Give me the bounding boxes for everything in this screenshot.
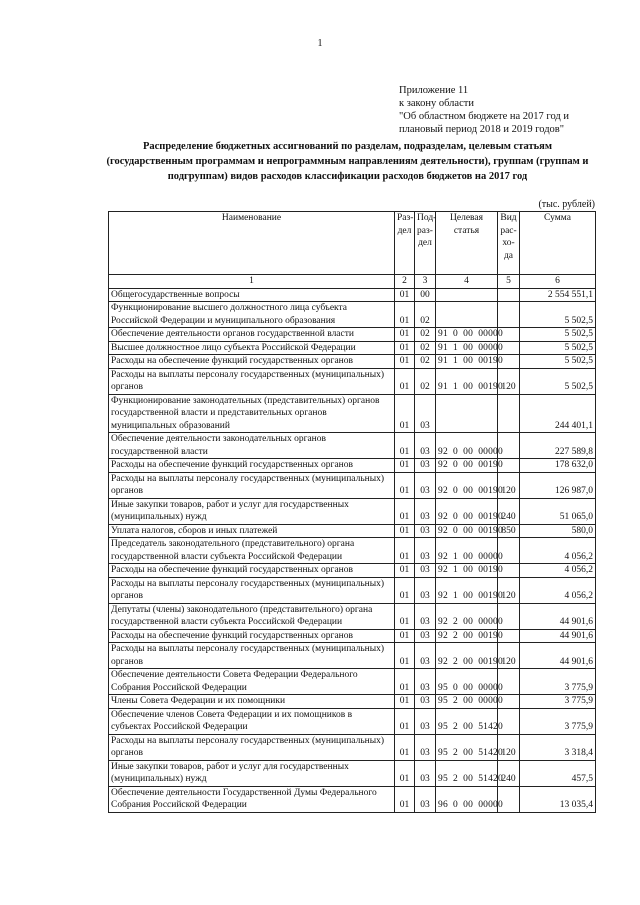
row-vid: 120 — [498, 643, 520, 669]
row-podrazdel: 03 — [415, 669, 436, 695]
row-sum: 126 987,0 — [520, 472, 596, 498]
row-razdel: 01 — [395, 498, 415, 524]
row-sum: 51 065,0 — [520, 498, 596, 524]
table-row — [109, 760, 596, 786]
row-name: Общегосударственные вопросы — [109, 288, 395, 302]
row-target — [436, 394, 498, 433]
row-vid: 240 — [498, 760, 520, 786]
row-target: 91 0 00 00000 — [436, 328, 498, 342]
row-name: Расходы на выплаты персоналу государственных (муниципальных) органов — [109, 368, 395, 394]
row-vid — [498, 394, 520, 433]
row-podrazdel: 02 — [415, 368, 436, 394]
row-razdel: 01 — [395, 394, 415, 433]
header-target: Целевая статья — [436, 212, 498, 275]
row-sum: 44 901,6 — [520, 629, 596, 643]
table-row — [109, 368, 596, 394]
table-row — [109, 538, 596, 564]
row-podrazdel: 03 — [415, 708, 436, 734]
units-label: (тыс. рублей) — [538, 199, 595, 210]
row-target: 92 2 00 00190 — [436, 643, 498, 669]
row-podrazdel: 00 — [415, 288, 436, 302]
row-podrazdel: 03 — [415, 577, 436, 603]
row-target: 91 1 00 00190 — [436, 355, 498, 369]
row-razdel: 01 — [395, 288, 415, 302]
row-sum: 44 901,6 — [520, 643, 596, 669]
row-target: 92 1 00 00000 — [436, 538, 498, 564]
row-target — [436, 288, 498, 302]
row-target: 95 0 00 00000 — [436, 669, 498, 695]
row-podrazdel: 03 — [415, 394, 436, 433]
row-sum: 5 502,5 — [520, 302, 596, 328]
row-name: Обеспечение деятельности органов государственной власти — [109, 328, 395, 342]
row-sum: 580,0 — [520, 524, 596, 538]
row-podrazdel: 03 — [415, 472, 436, 498]
row-razdel: 01 — [395, 643, 415, 669]
row-name: Расходы на обеспечение функций государственных органов — [109, 629, 395, 643]
row-name: Расходы на обеспечение функций государственных органов — [109, 355, 395, 369]
row-sum: 4 056,2 — [520, 538, 596, 564]
row-sum: 4 056,2 — [520, 577, 596, 603]
table-row — [109, 459, 596, 473]
row-razdel: 01 — [395, 603, 415, 629]
row-name: Обеспечение деятельности Государственной Думы Федерального Собрания Российской Федерации — [109, 786, 395, 812]
row-razdel: 01 — [395, 524, 415, 538]
row-podrazdel: 03 — [415, 498, 436, 524]
row-sum: 3 775,9 — [520, 708, 596, 734]
row-podrazdel: 03 — [415, 760, 436, 786]
header-vid: Вид рас- хо- да — [498, 212, 520, 275]
row-target: 91 1 00 00190 — [436, 368, 498, 394]
row-name: Председатель законодательного (представительного) органа государственной власти субъекта Российской Федерации — [109, 538, 395, 564]
row-target: 92 0 00 00190 — [436, 524, 498, 538]
row-name: Обеспечение членов Совета Федерации и их помощников в субъектах Российской Федерации — [109, 708, 395, 734]
row-vid: 120 — [498, 734, 520, 760]
row-razdel: 01 — [395, 629, 415, 643]
page-number: 1 — [317, 38, 323, 49]
table-row — [109, 355, 596, 369]
col-number: 4 — [436, 275, 498, 289]
row-target: 95 2 00 51420 — [436, 760, 498, 786]
row-razdel: 01 — [395, 328, 415, 342]
table-row — [109, 603, 596, 629]
row-podrazdel: 03 — [415, 459, 436, 473]
row-podrazdel: 03 — [415, 643, 436, 669]
row-sum: 5 502,5 — [520, 368, 596, 394]
row-razdel: 01 — [395, 302, 415, 328]
row-vid — [498, 302, 520, 328]
table-row — [109, 695, 596, 709]
row-razdel: 01 — [395, 760, 415, 786]
row-sum: 3 775,9 — [520, 669, 596, 695]
table-body — [109, 288, 596, 812]
row-podrazdel: 03 — [415, 538, 436, 564]
table-row — [109, 577, 596, 603]
row-name: Расходы на выплаты персоналу государственных (муниципальных) органов — [109, 577, 395, 603]
table-row — [109, 394, 596, 433]
row-target: 92 0 00 00190 — [436, 459, 498, 473]
row-name: Функционирование законодательных (представительных) органов государственной власти и представительных органов муниципальных образований — [109, 394, 395, 433]
row-sum: 44 901,6 — [520, 603, 596, 629]
row-target: 92 2 00 00000 — [436, 603, 498, 629]
table-row — [109, 629, 596, 643]
row-podrazdel: 02 — [415, 341, 436, 355]
row-razdel: 01 — [395, 708, 415, 734]
row-target: 92 0 00 00190 — [436, 472, 498, 498]
table-row — [109, 328, 596, 342]
budget-table — [108, 211, 596, 813]
row-razdel: 01 — [395, 538, 415, 564]
table-row — [109, 786, 596, 812]
row-target: 92 0 00 00000 — [436, 433, 498, 459]
row-vid: 240 — [498, 498, 520, 524]
row-sum: 5 502,5 — [520, 355, 596, 369]
row-name: Иные закупки товаров, работ и услуг для государственных (муниципальных) нужд — [109, 760, 395, 786]
row-razdel: 01 — [395, 734, 415, 760]
table-row — [109, 643, 596, 669]
row-vid: 120 — [498, 577, 520, 603]
table-row — [109, 288, 596, 302]
row-target: 95 2 00 51420 — [436, 734, 498, 760]
row-name: Расходы на выплаты персоналу государственных (муниципальных) органов — [109, 734, 395, 760]
row-podrazdel: 03 — [415, 524, 436, 538]
table-row — [109, 524, 596, 538]
row-target: 92 1 00 00190 — [436, 577, 498, 603]
row-name: Функционирование высшего должностного лица субъекта Российской Федерации и муниципального образования — [109, 302, 395, 328]
row-sum: 227 589,8 — [520, 433, 596, 459]
annex-line: "Об областном бюджете на 2017 год и — [399, 111, 570, 122]
row-target: 92 0 00 00190 — [436, 498, 498, 524]
row-sum: 5 502,5 — [520, 341, 596, 355]
row-razdel: 01 — [395, 355, 415, 369]
row-sum: 2 554 551,1 — [520, 288, 596, 302]
row-razdel: 01 — [395, 368, 415, 394]
row-razdel: 01 — [395, 577, 415, 603]
row-podrazdel: 02 — [415, 328, 436, 342]
table-row — [109, 341, 596, 355]
row-podrazdel: 03 — [415, 629, 436, 643]
row-name: Расходы на обеспечение функций государственных органов — [109, 459, 395, 473]
row-vid: 850 — [498, 524, 520, 538]
table-row — [109, 472, 596, 498]
row-name: Высшее должностное лицо субъекта Российской Федерации — [109, 341, 395, 355]
row-name: Члены Совета Федерации и их помощники — [109, 695, 395, 709]
row-sum: 178 632,0 — [520, 459, 596, 473]
document-title: Распределение бюджетных ассигнований по разделам, подразделам, целевым статьям (государственным программам и непрограммным направлениям деятельности), группам (группам и подгруппам) видов расходов классификации расходов бюджетов на 2017 год — [106, 141, 589, 182]
col-number: 3 — [415, 275, 436, 289]
row-sum: 13 035,4 — [520, 786, 596, 812]
row-razdel: 01 — [395, 669, 415, 695]
table-row — [109, 433, 596, 459]
row-sum: 457,5 — [520, 760, 596, 786]
row-name: Обеспечение деятельности Совета Федерации Федерального Собрания Российской Федерации — [109, 669, 395, 695]
row-podrazdel: 03 — [415, 734, 436, 760]
row-podrazdel: 02 — [415, 355, 436, 369]
row-podrazdel: 03 — [415, 786, 436, 812]
table-row — [109, 302, 596, 328]
row-podrazdel: 02 — [415, 302, 436, 328]
row-target: 92 1 00 00190 — [436, 564, 498, 578]
table-row — [109, 734, 596, 760]
header-podrazdel: Под- раз- дел — [415, 212, 436, 275]
col-number: 6 — [520, 275, 596, 289]
row-target: 91 1 00 00000 — [436, 341, 498, 355]
row-razdel: 01 — [395, 564, 415, 578]
row-sum: 4 056,2 — [520, 564, 596, 578]
row-name: Иные закупки товаров, работ и услуг для государственных (муниципальных) нужд — [109, 498, 395, 524]
row-name: Расходы на обеспечение функций государственных органов — [109, 564, 395, 578]
column-number-row — [109, 275, 596, 289]
row-name: Уплата налогов, сборов и иных платежей — [109, 524, 395, 538]
row-razdel: 01 — [395, 472, 415, 498]
row-podrazdel: 03 — [415, 603, 436, 629]
row-name: Обеспечение деятельности законодательных органов государственной власти — [109, 433, 395, 459]
annex-block — [399, 84, 569, 136]
row-name: Расходы на выплаты персоналу государственных (муниципальных) органов — [109, 643, 395, 669]
row-razdel: 01 — [395, 433, 415, 459]
table-row — [109, 498, 596, 524]
row-vid: 120 — [498, 472, 520, 498]
col-number: 5 — [498, 275, 520, 289]
header-sum: Сумма — [520, 212, 596, 275]
annex-line: к закону области — [399, 98, 474, 109]
row-target — [436, 302, 498, 328]
row-razdel: 01 — [395, 341, 415, 355]
row-vid: 120 — [498, 368, 520, 394]
row-razdel: 01 — [395, 786, 415, 812]
col-number: 2 — [395, 275, 415, 289]
row-razdel: 01 — [395, 695, 415, 709]
header-name: Наименование — [109, 212, 395, 275]
row-target: 95 2 00 51420 — [436, 708, 498, 734]
header-razdel: Раз- дел — [395, 212, 415, 275]
row-podrazdel: 03 — [415, 564, 436, 578]
annex-line: Приложение 11 — [399, 85, 469, 96]
col-number: 1 — [109, 275, 395, 289]
row-podrazdel: 03 — [415, 695, 436, 709]
table-row — [109, 564, 596, 578]
row-sum: 3 775,9 — [520, 695, 596, 709]
row-target: 92 2 00 00190 — [436, 629, 498, 643]
row-razdel: 01 — [395, 459, 415, 473]
row-sum: 5 502,5 — [520, 328, 596, 342]
row-sum: 3 318,4 — [520, 734, 596, 760]
table-row — [109, 708, 596, 734]
table-row — [109, 669, 596, 695]
row-sum: 244 401,1 — [520, 394, 596, 433]
row-name: Депутаты (члены) законодательного (представительного) органа государственной власти субъекта Российской Федерации — [109, 603, 395, 629]
row-vid — [498, 288, 520, 302]
annex-line: плановый период 2018 и 2019 годов" — [399, 124, 565, 135]
row-target: 96 0 00 00000 — [436, 786, 498, 812]
row-target: 95 2 00 00000 — [436, 695, 498, 709]
table-header-row — [109, 212, 596, 275]
row-podrazdel: 03 — [415, 433, 436, 459]
row-name: Расходы на выплаты персоналу государственных (муниципальных) органов — [109, 472, 395, 498]
